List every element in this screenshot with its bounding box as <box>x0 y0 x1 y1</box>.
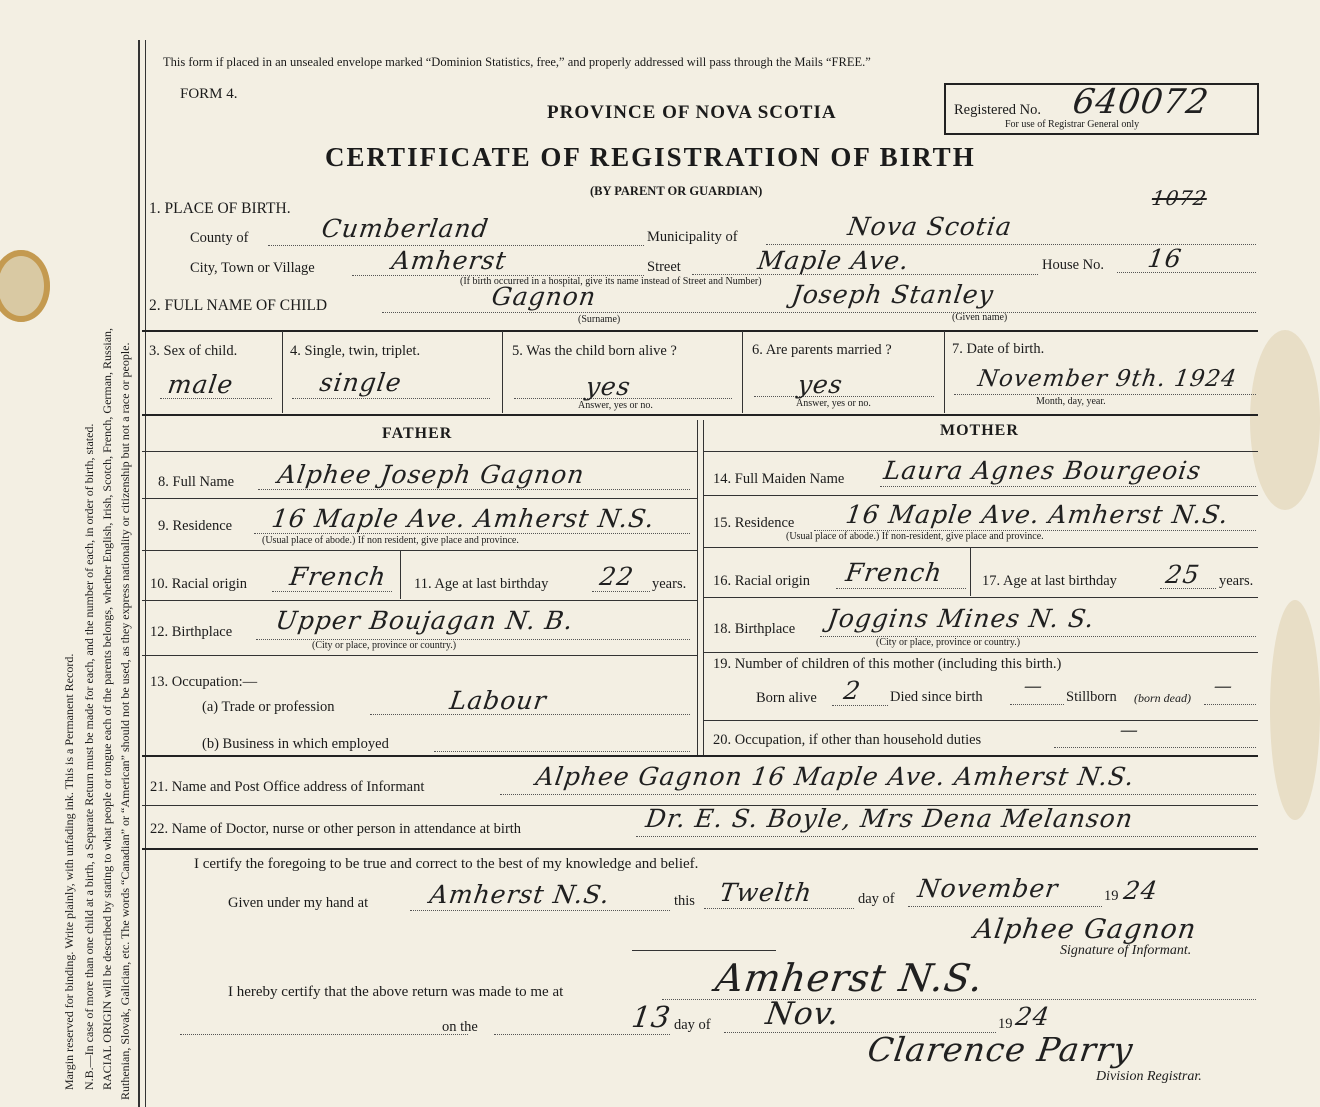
surname-note: (Surname) <box>578 314 621 325</box>
place-of-birth-label: 1. PLACE OF BIRTH. <box>149 200 291 217</box>
father-birthplace-note: (City or place, province or country.) <box>312 640 457 651</box>
stillborn-label: Stillborn <box>1066 689 1117 705</box>
registered-number: 640072 <box>1070 82 1212 122</box>
registrar-month: Nov. <box>763 996 843 1032</box>
registered-note: For use of Registrar General only <box>1005 119 1140 130</box>
margin-text-3: RACIAL ORIGIN will be described by stating to what people or tongue each of the parents belongs, whether English, Irish, Scotch, French, German, Russian, <box>100 327 114 1090</box>
year-suffix: 24 <box>1121 876 1160 905</box>
alive-value: yes <box>583 372 633 401</box>
sex-label: 3. Sex of child. <box>149 343 238 359</box>
paper-stain <box>1270 600 1320 820</box>
city-label: City, Town or Village <box>190 260 315 276</box>
mother-residence: 16 Maple Ave. Amherst N.S. <box>843 500 1231 529</box>
mother-header: MOTHER <box>940 422 1019 439</box>
alt-number: 1072 <box>1150 186 1209 210</box>
father-residence-note: (Usual place of abode.) If non resident, give place and province. <box>262 535 519 546</box>
city-value: Amherst <box>389 246 509 275</box>
alive-label: 5. Was the child born alive ? <box>512 343 677 359</box>
father-name-label: 8. Full Name <box>158 474 235 490</box>
informant-signature-label: Signature of Informant. <box>1060 943 1192 958</box>
street-label: Street <box>647 259 681 275</box>
county-label: County of <box>190 230 249 246</box>
born-alive-label: Born alive <box>756 690 817 706</box>
father-age-label: 11. Age at last birthday <box>414 576 549 592</box>
children-label: 19. Number of children of this mother (including this birth.) <box>713 656 1062 672</box>
registrar-place: Amherst N.S. <box>712 956 987 1000</box>
year-prefix: 19 <box>1104 888 1119 904</box>
registrar-year-prefix: 19 <box>998 1016 1013 1032</box>
father-residence: 16 Maple Ave. Amherst N.S. <box>269 504 657 533</box>
certificate-title: CERTIFICATE OF REGISTRATION OF BIRTH <box>325 142 976 172</box>
father-age: 22 <box>597 562 636 591</box>
father-race: French <box>287 562 389 591</box>
father-age-unit: years. <box>652 576 687 592</box>
paper-stain <box>1250 330 1320 510</box>
month-value: November <box>915 874 1061 903</box>
mother-age-label: 17. Age at last birthday <box>982 573 1117 589</box>
mother-age: 25 <box>1163 560 1202 589</box>
father-birthplace-label: 12. Birthplace <box>150 624 233 640</box>
binding-hole <box>0 250 50 322</box>
child-surname: Gagnon <box>489 282 599 311</box>
margin-text-4: Ruthenian, Slovak, Galician, etc. The words “Canadian” or “American” should not be used, as they express nationality or citizenship but not a race or people. <box>118 342 132 1100</box>
father-name: Alphee Joseph Gagnon <box>275 460 587 489</box>
form-number: FORM 4. <box>180 86 238 102</box>
father-race-label: 10. Racial origin <box>150 576 248 592</box>
margin-rule <box>145 40 146 1107</box>
informant-signature: Alphee Gagnon <box>971 914 1199 945</box>
dob-label: 7. Date of birth. <box>952 341 1045 357</box>
registered-label: Registered No. <box>954 102 1041 118</box>
plurality-value: single <box>317 368 404 397</box>
mother-occupation-label: 20. Occupation, if other than household duties <box>713 732 982 748</box>
trade-label: (a) Trade or profession <box>202 699 335 715</box>
died-value: — <box>1022 676 1045 697</box>
given-name-note: (Given name) <box>952 312 1008 323</box>
born-alive-value: 2 <box>841 676 863 705</box>
mother-residence-note: (Usual place of abode.) If non-resident, give place and province. <box>786 531 1044 542</box>
certify-statement: I certify the foregoing to be true and correct to the best of my knowledge and belief. <box>194 856 699 872</box>
alive-note: Answer, yes or no. <box>578 400 653 411</box>
sex-value: male <box>165 370 236 399</box>
this-label: this <box>674 893 695 909</box>
stillborn-value: — <box>1212 676 1235 697</box>
father-residence-label: 9. Residence <box>158 518 233 534</box>
child-given-name: Joseph Stanley <box>789 280 996 309</box>
day-of-label: day of <box>858 891 895 907</box>
margin-rule <box>138 40 140 1107</box>
stillborn-note: (born dead) <box>1134 691 1191 705</box>
mother-name: Laura Agnes Bourgeois <box>881 456 1204 485</box>
dob-note: Month, day, year. <box>1036 396 1106 407</box>
registrar-day-of-label: day of <box>674 1017 711 1033</box>
on-the-label: on the <box>442 1019 478 1035</box>
mother-occupation: — <box>1118 720 1141 741</box>
doctor-value: Dr. E. S. Boyle, Mrs Dena Melanson <box>643 804 1136 833</box>
father-header: FATHER <box>382 425 453 442</box>
informant-value: Alphee Gagnon 16 Maple Ave. Amherst N.S. <box>533 762 1137 791</box>
municipality-value: Nova Scotia <box>845 212 1015 241</box>
registrar-day: 13 <box>629 1000 674 1034</box>
margin-text-1: Margin reserved for binding. Write plainly, with unfading ink. This is a Permanent Record. <box>62 653 76 1090</box>
informant-label: 21. Name and Post Office address of Informant <box>150 779 425 795</box>
mother-residence-label: 15. Residence <box>713 515 795 531</box>
municipality-label: Municipality of <box>647 229 738 245</box>
married-value: yes <box>795 370 845 399</box>
province-title: PROVINCE OF NOVA SCOTIA <box>547 102 837 123</box>
mother-name-label: 14. Full Maiden Name <box>713 471 845 487</box>
child-name-label: 2. FULL NAME OF CHILD <box>149 297 328 314</box>
mother-race-label: 16. Racial origin <box>713 573 811 589</box>
dob-value: November 9th. 1924 <box>976 366 1239 392</box>
mother-race: French <box>843 558 945 587</box>
hospital-note: (If birth occurred in a hospital, give its name instead of Street and Number) <box>460 276 762 287</box>
died-label: Died since birth <box>890 689 983 705</box>
street-value: Maple Ave. <box>755 246 912 275</box>
registrar-year-suffix: 24 <box>1013 1002 1052 1031</box>
margin-text-2: N.B.—In case of more than one child at a birth, a Separate Return must be made for each, and the number of each, in order of birth, stated. <box>82 423 96 1090</box>
trade-value: Labour <box>447 686 549 715</box>
mother-birthplace: Joggins Mines N. S. <box>825 604 1097 633</box>
county-value: Cumberland <box>319 214 491 243</box>
business-label: (b) Business in which employed <box>202 736 389 752</box>
mother-age-unit: years. <box>1219 573 1254 589</box>
day-value: Twelth <box>717 878 815 907</box>
mother-birthplace-note: (City or place, province or country.) <box>876 637 1021 648</box>
house-value: 16 <box>1145 244 1184 273</box>
plurality-label: 4. Single, twin, triplet. <box>290 343 421 359</box>
given-place: Amherst N.S. <box>427 880 612 909</box>
doctor-label: 22. Name of Doctor, nurse or other person in attendance at birth <box>150 821 522 837</box>
father-birthplace: Upper Boujagan N. B. <box>273 606 576 635</box>
given-label: Given under my hand at <box>228 895 369 911</box>
registrar-signature: Clarence Parry <box>865 1030 1136 1069</box>
married-label: 6. Are parents married ? <box>752 342 892 358</box>
registrar-statement: I hereby certify that the above return was made to me at <box>228 984 564 1000</box>
married-note: Answer, yes or no. <box>796 398 871 409</box>
certificate-subtitle: (BY PARENT OR GUARDIAN) <box>590 184 763 198</box>
registrar-signature-label: Division Registrar. <box>1096 1069 1202 1084</box>
house-label: House No. <box>1042 257 1105 273</box>
father-occupation-label: 13. Occupation:— <box>150 674 258 690</box>
mother-birthplace-label: 18. Birthplace <box>713 621 796 637</box>
mail-notice: This form if placed in an unsealed envelope marked “Dominion Statistics, free,” and properly addressed will pass through the Mails “FREE.” <box>163 55 871 69</box>
